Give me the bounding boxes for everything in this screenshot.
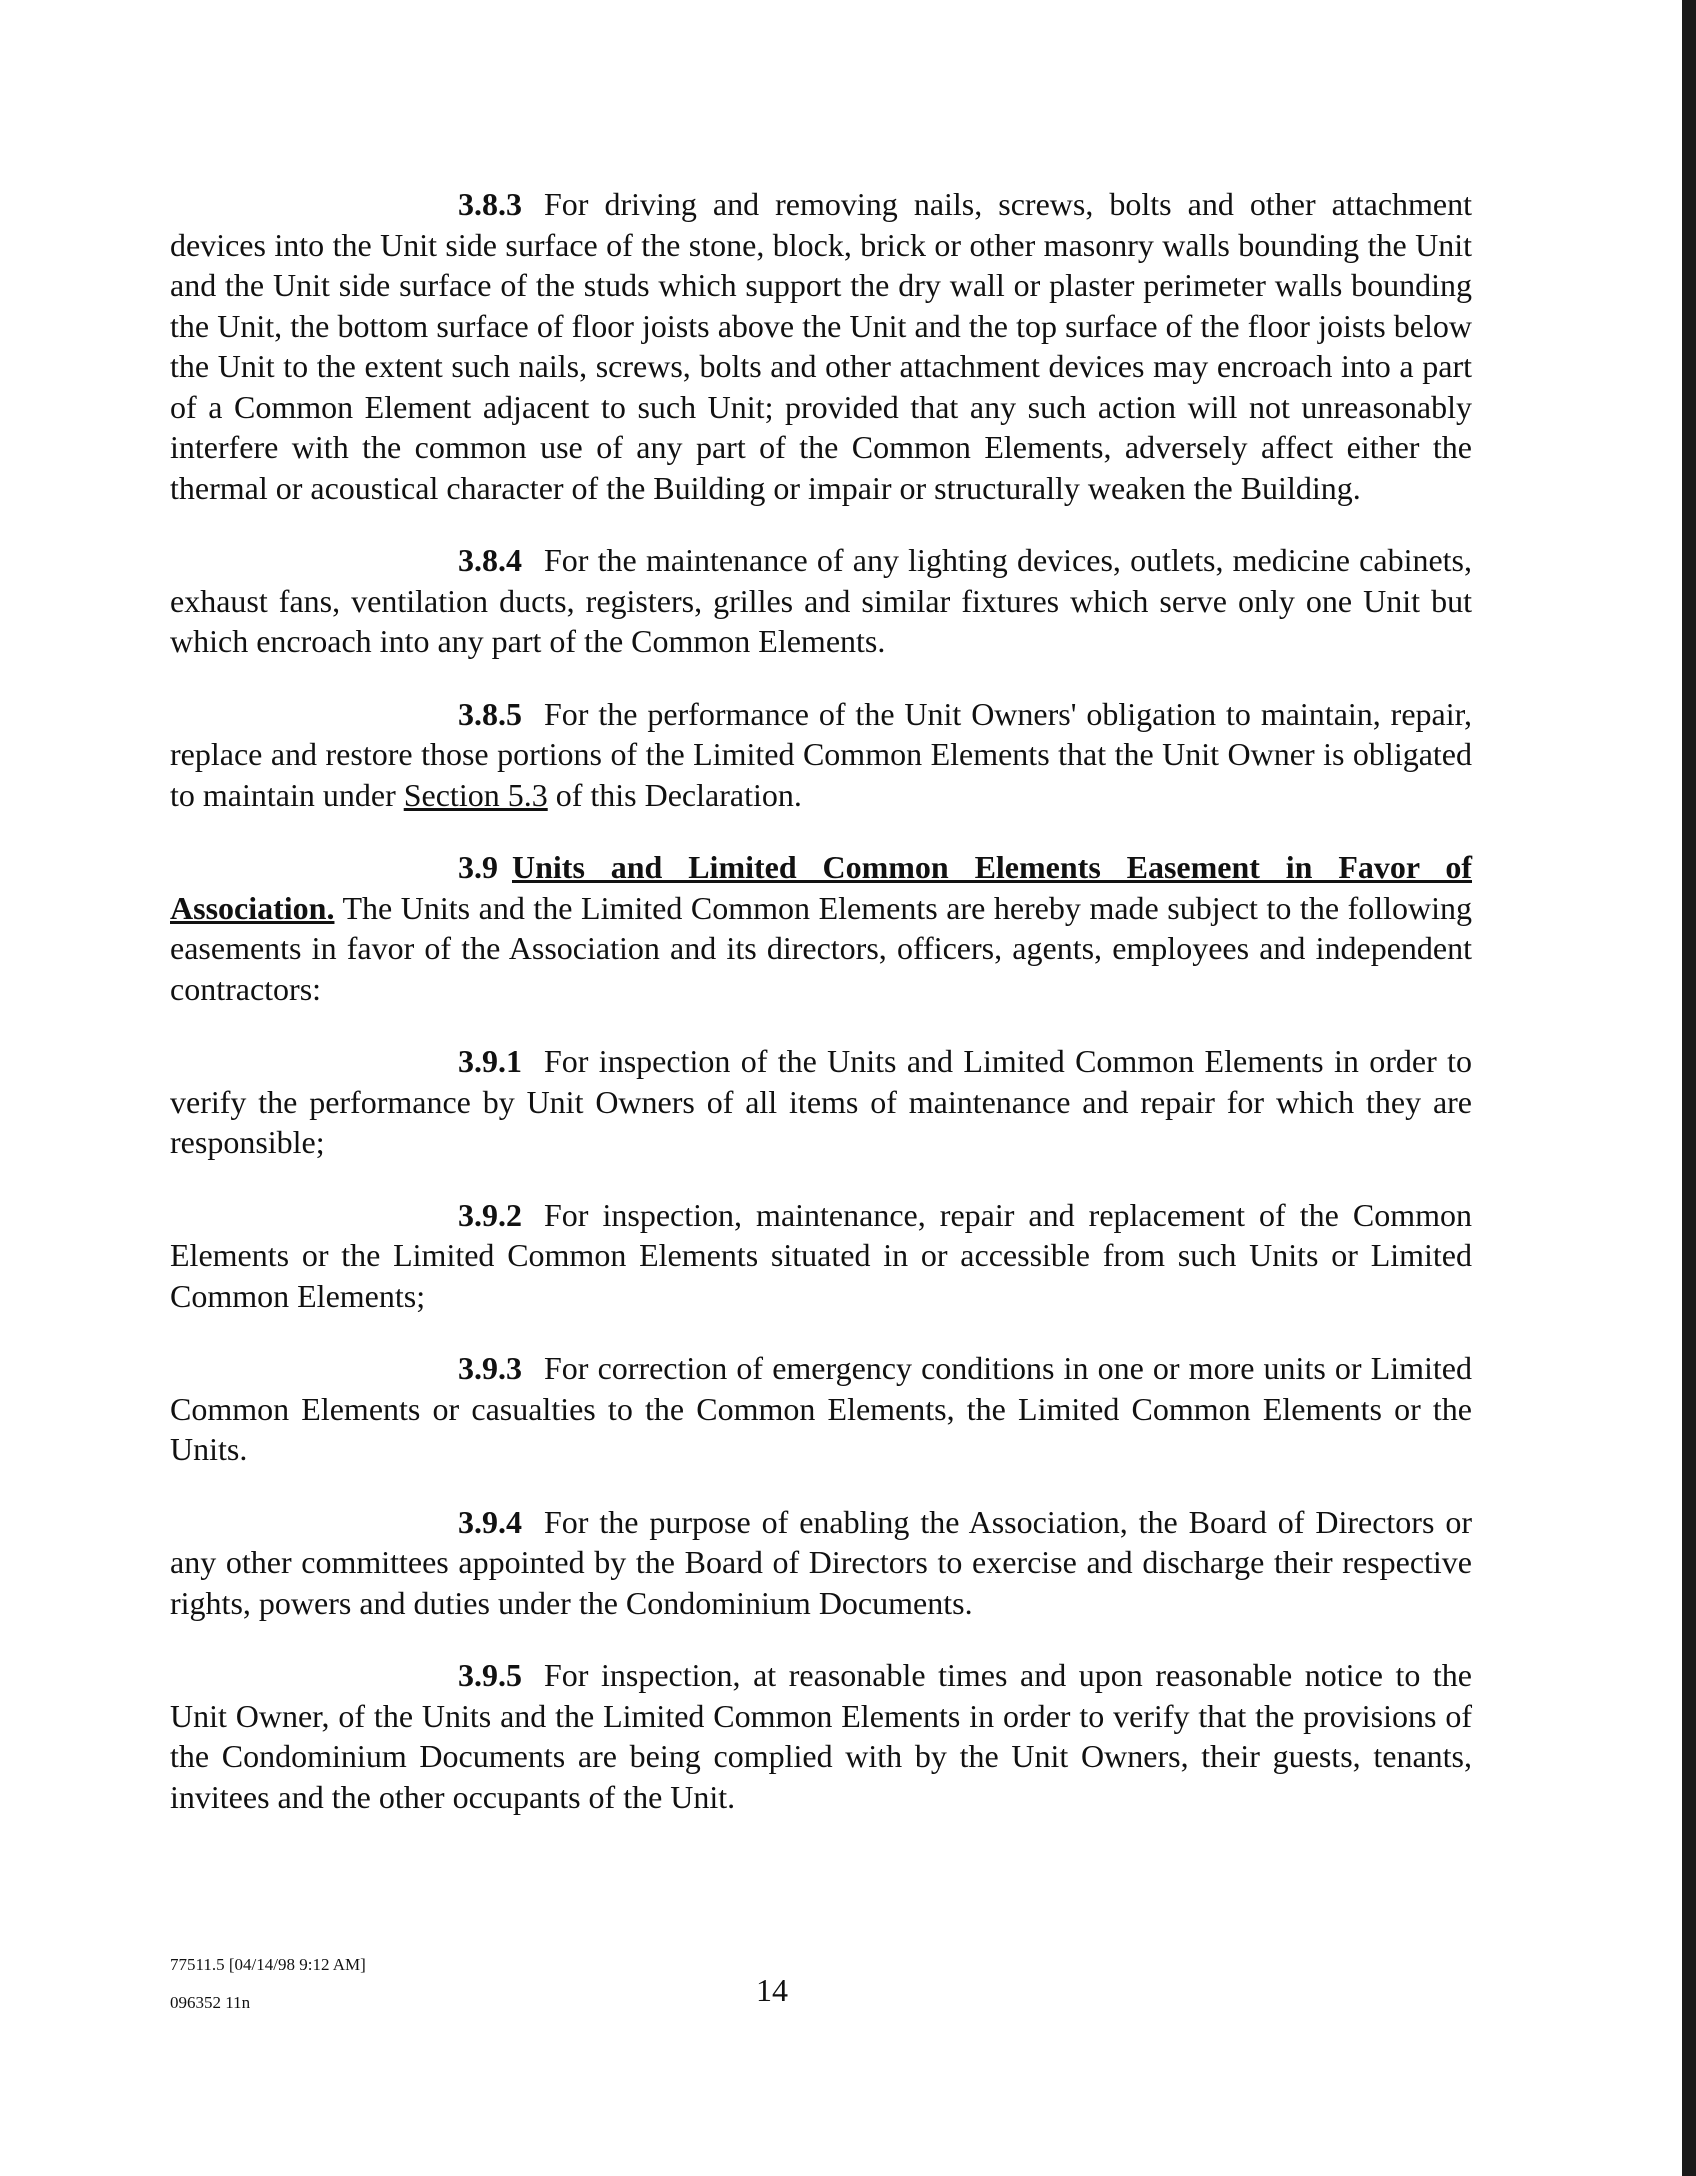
section-text: For inspection, maintenance, repair and replacement of the Common Elements or the Limited Common Elements situated in or accessible from such Units or Limited Common Elements; [170, 1196, 1472, 1314]
section-3-8-4 [170, 540, 1472, 662]
footer-file-id: 096352 11n [170, 1993, 251, 2012]
footer-doc-id: 77511.5 [04/14/98 9:12 AM] [170, 1955, 366, 1974]
section-text: For correction of emergency conditions in one or more units or Limited Common Elements or casualties to the Common Elements, the Limited Common Elements or the Units. [170, 1350, 1472, 1467]
scan-page-edge [1682, 0, 1696, 2176]
section-text: For driving and removing nails, screws, bolts and other attachment devices into the Unit side surface of the stone, block, brick or other masonry walls bounding the Unit and the Unit side surface of the studs which support the dry wall or plaster perimeter walls bounding the Unit, the bottom surface of floor joists above the Unit and the top surface of the floor joists below the Unit to the extent such nails, screws, bolts and other attachment devices may encroach into a part of a Common Element adjacent to such Unit; provided that any such action will not unreasonably interfere with the common use of any part of the Common Elements, adversely affect either the thermal or acoustical character of the Building or impair or structurally weaken the Building. [170, 186, 1472, 506]
section-number: 3.9.3 [458, 1350, 522, 1386]
section-3-9-2 [170, 1195, 1472, 1317]
section-reference-link[interactable]: Section 5.3 [403, 776, 548, 813]
section-text: The Units and the Limited Common Elements are hereby made subject to the following easements in favor of the Association and its directors, officers, agents, employees and independent contractors: [170, 889, 1473, 1007]
document-body [170, 184, 1472, 1817]
section-number: 3.9.4 [458, 1503, 522, 1540]
section-heading: Units and Limited Common Elements Easement in Favor of Association. [170, 849, 1472, 926]
section-3-9-4 [170, 1502, 1472, 1624]
section-number: 3.9.2 [458, 1196, 522, 1233]
section-text: For the performance of the Unit Owners' obligation to maintain, repair, replace and restore those portions of the Limited Common Elements that the Unit Owner is obligated to maintain under [170, 695, 1472, 813]
section-3-9-5 [170, 1655, 1472, 1817]
document-footer [170, 1946, 366, 2022]
section-number: 3.9 [458, 849, 498, 885]
section-number: 3.9.1 [458, 1043, 522, 1079]
section-text: For the purpose of enabling the Association, the Board of Directors or any other committees appointed by the Board of Directors to exercise and discharge their respective rights, powers and duties under the Condominium Documents. [170, 1503, 1472, 1621]
section-number: 3.8.3 [458, 186, 522, 222]
section-3-9-3 [170, 1348, 1472, 1470]
section-3-9 [170, 847, 1472, 1009]
page-number: 14 [756, 1972, 788, 2008]
section-number: 3.9.5 [458, 1657, 522, 1693]
section-text-after: of this Declaration. [555, 776, 802, 813]
section-number: 3.8.5 [458, 695, 522, 732]
section-number: 3.8.4 [458, 542, 522, 578]
section-3-8-5 [170, 694, 1472, 816]
section-text: For the maintenance of any lighting devices, outlets, medicine cabinets, exhaust fans, ventilation ducts, registers, grilles and similar fixtures which serve only one Unit but which encroach into any part of the Common Elements. [170, 542, 1472, 659]
section-3-9-1 [170, 1041, 1472, 1163]
section-3-8-3 [170, 184, 1472, 508]
section-text: For inspection, at reasonable times and upon reasonable notice to the Unit Owner, of the Units and the Limited Common Elements in order to verify that the provisions of the Condominium Documents are being complied with by the Unit Owners, their guests, tenants, invitees and the other occupants of the Unit. [170, 1657, 1472, 1815]
section-text: For inspection of the Units and Limited Common Elements in order to verify the performance by Unit Owners of all items of maintenance and repair for which they are responsible; [170, 1043, 1472, 1160]
